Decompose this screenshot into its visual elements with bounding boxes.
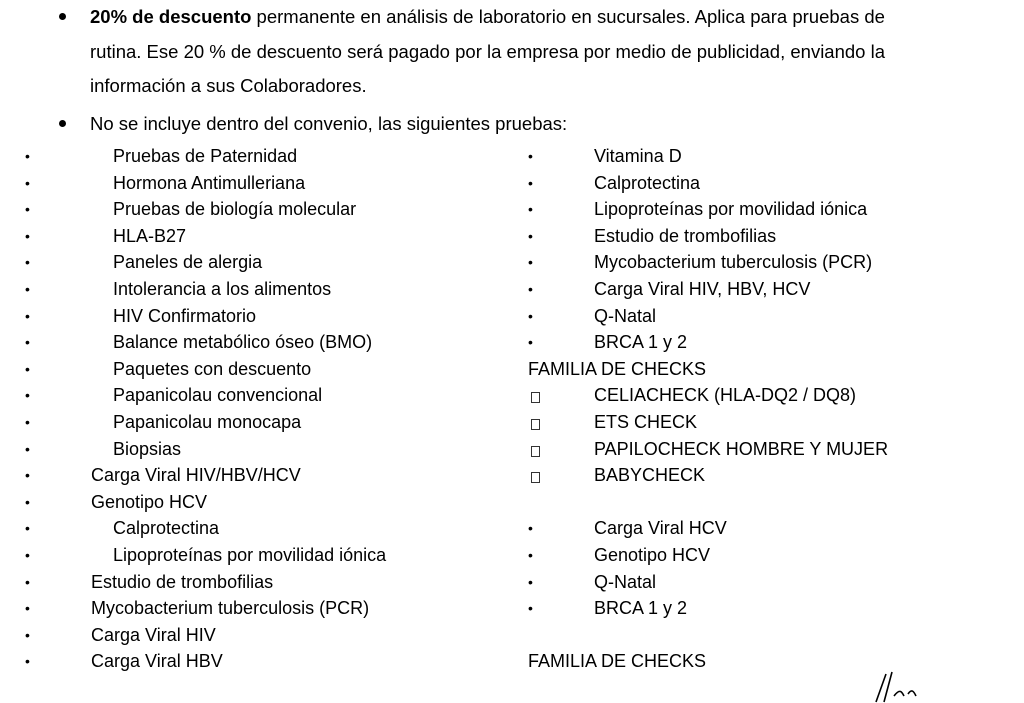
bullet-icon: • [25,547,30,563]
left-list-item [0,625,500,651]
right-list-item [500,173,1020,199]
right-list-item [500,465,1020,491]
right-list-item [500,518,1020,544]
left-list-item-label: Carga Viral HIV/HBV/HCV [91,465,301,486]
right-list-item [500,545,1020,571]
right-list-item [500,625,1020,651]
bullet-icon: • [528,227,533,244]
discount-line-1 [90,6,885,28]
bullet-icon [59,13,66,20]
checkbox-icon [531,419,540,430]
bullet-icon: • [25,201,30,218]
left-list-item-label: Hormona Antimulleriana [113,172,306,193]
right-list-item [500,385,1020,411]
right-list-item-label: Q-Natal [594,305,657,326]
discount-line-2: rutina. Ese 20 % de descuento será pagado por la empresa por medio de publicidad, enviando la [90,41,885,62]
bullet-icon: • [528,254,533,271]
left-list-item [0,518,500,544]
left-list-item-label: Calprotectina [113,518,220,539]
bullet-icon: • [25,440,30,457]
left-list-item-label: Intolerancia a los alimentos [113,279,332,299]
left-list-item [0,359,500,385]
bullet-icon: • [528,334,533,351]
bullet-icon: • [528,547,533,563]
left-list-item [0,598,500,624]
left-list-item [0,332,500,358]
bullet-icon: • [25,254,30,271]
left-list-item-label: Mycobacterium tuberculosis (PCR) [91,598,370,619]
left-list-item [0,385,500,411]
bullet-icon: • [25,653,30,670]
right-list-item [500,146,1020,172]
left-list-item [0,252,500,278]
bullet-icon: • [25,360,30,377]
bullet-icon: • [528,148,533,164]
right-list-item [500,651,1020,677]
right-list-item-label: ETS CHECK [594,412,698,432]
right-list-item [500,598,1020,624]
checkbox-icon [531,472,540,483]
left-list-item-label: Paneles de alergia [113,252,263,273]
left-list-item-label: Lipoproteínas por movilidad iónica [113,545,387,565]
bullet-icon: • [25,227,30,244]
right-list-item-label: Q-Natal [594,571,657,592]
right-list-item [500,492,1020,518]
discount-line-3: información a sus Colaboradores. [90,75,367,96]
right-list-item [500,572,1020,598]
left-list-item [0,226,500,252]
bullet-icon: • [528,573,533,590]
bullet-icon: • [25,600,30,617]
bullet-icon: • [528,307,533,324]
bullet-icon: • [25,387,30,404]
left-list-item-label: Estudio de trombofilias [91,571,274,592]
left-list-item-label: Pruebas de Paternidad [113,146,298,166]
bullet-icon [59,120,66,127]
checkbox-icon [531,446,540,457]
right-list-item [500,306,1020,332]
discount-line-1-rest: permanente en análisis de laboratorio en sucursales. Aplica para pruebas de [251,6,885,27]
bullet-icon: • [25,626,30,643]
bullet-icon: • [25,573,30,590]
right-list-item-label: PAPILOCHECK HOMBRE Y MUJER [594,438,889,459]
bullet-icon: • [25,148,30,164]
right-list-item-label: Estudio de trombofilias [594,225,777,246]
checkbox-icon [531,392,540,403]
right-list-item [500,359,1020,385]
right-list-item-label: Vitamina D [594,146,682,166]
bullet-icon: • [528,174,533,191]
bullet-icon: • [25,281,30,297]
bullet-icon: • [528,201,533,218]
right-list-item [500,439,1020,465]
left-list-item [0,572,500,598]
bullet-icon: • [25,174,30,191]
left-list-item-label: Biopsias [113,438,182,459]
left-list-item [0,439,500,465]
left-list-item [0,279,500,305]
right-list-item [500,252,1020,278]
bullet-icon: • [25,467,30,484]
right-list-item [500,226,1020,252]
left-list-item [0,465,500,491]
left-list-item [0,545,500,571]
right-list-item-label: CELIACHECK (HLA-DQ2 / DQ8) [594,385,857,406]
bullet-icon: • [25,414,30,430]
left-list-item-label: Papanicolau convencional [113,385,323,406]
left-list-item-label: Papanicolau monocapa [113,412,302,432]
left-list-item-label: Paquetes con descuento [113,358,312,379]
section-heading: FAMILIA DE CHECKS [528,358,707,379]
left-list-item-label: HIV Confirmatorio [113,305,257,326]
right-list-item-label: Lipoproteínas por movilidad iónica [594,199,868,220]
bullet-icon: • [528,600,533,617]
left-list-item-label: Carga Viral HIV [91,624,216,645]
left-list-item [0,492,500,518]
right-list-item-label: BRCA 1 y 2 [594,332,688,353]
right-list-item-label: Mycobacterium tuberculosis (PCR) [594,252,873,273]
right-list-item-label: Carga Viral HCV [594,518,727,539]
left-list-item-label: Genotipo HCV [91,491,208,512]
left-list-item [0,173,500,199]
right-list-item [500,279,1020,305]
left-list-item [0,412,500,438]
right-list-item-label: Carga Viral HIV, HBV, HCV [594,279,811,299]
bullet-icon: • [25,520,30,537]
left-list-item-label: Pruebas de biología molecular [113,199,357,220]
right-list-item-label: BRCA 1 y 2 [594,598,688,619]
bullet-icon: • [528,281,533,297]
left-list-item-label: HLA-B27 [113,225,187,246]
left-list-item [0,199,500,225]
left-list-item [0,146,500,172]
section-heading: FAMILIA DE CHECKS [528,651,707,672]
left-list-item [0,651,500,677]
right-list-item [500,412,1020,438]
right-list-item [500,332,1020,358]
bullet-icon: • [25,493,30,510]
right-list-item-label: Calprotectina [594,172,701,193]
right-list-item [500,199,1020,225]
left-list-item [0,306,500,332]
bullet-icon: • [528,520,533,537]
left-list-item-label: Carga Viral HBV [91,651,223,672]
left-list-item-label: Balance metabólico óseo (BMO) [113,332,373,353]
discount-bold-text: 20% de descuento [90,6,252,27]
signature-mark [872,666,932,703]
right-list-item-label: Genotipo HCV [594,545,711,565]
bullet-icon: • [25,334,30,351]
right-list-item-label: BABYCHECK [594,465,706,486]
exclusion-heading: No se incluye dentro del convenio, las siguientes pruebas: [90,113,568,134]
bullet-icon: • [25,307,30,324]
